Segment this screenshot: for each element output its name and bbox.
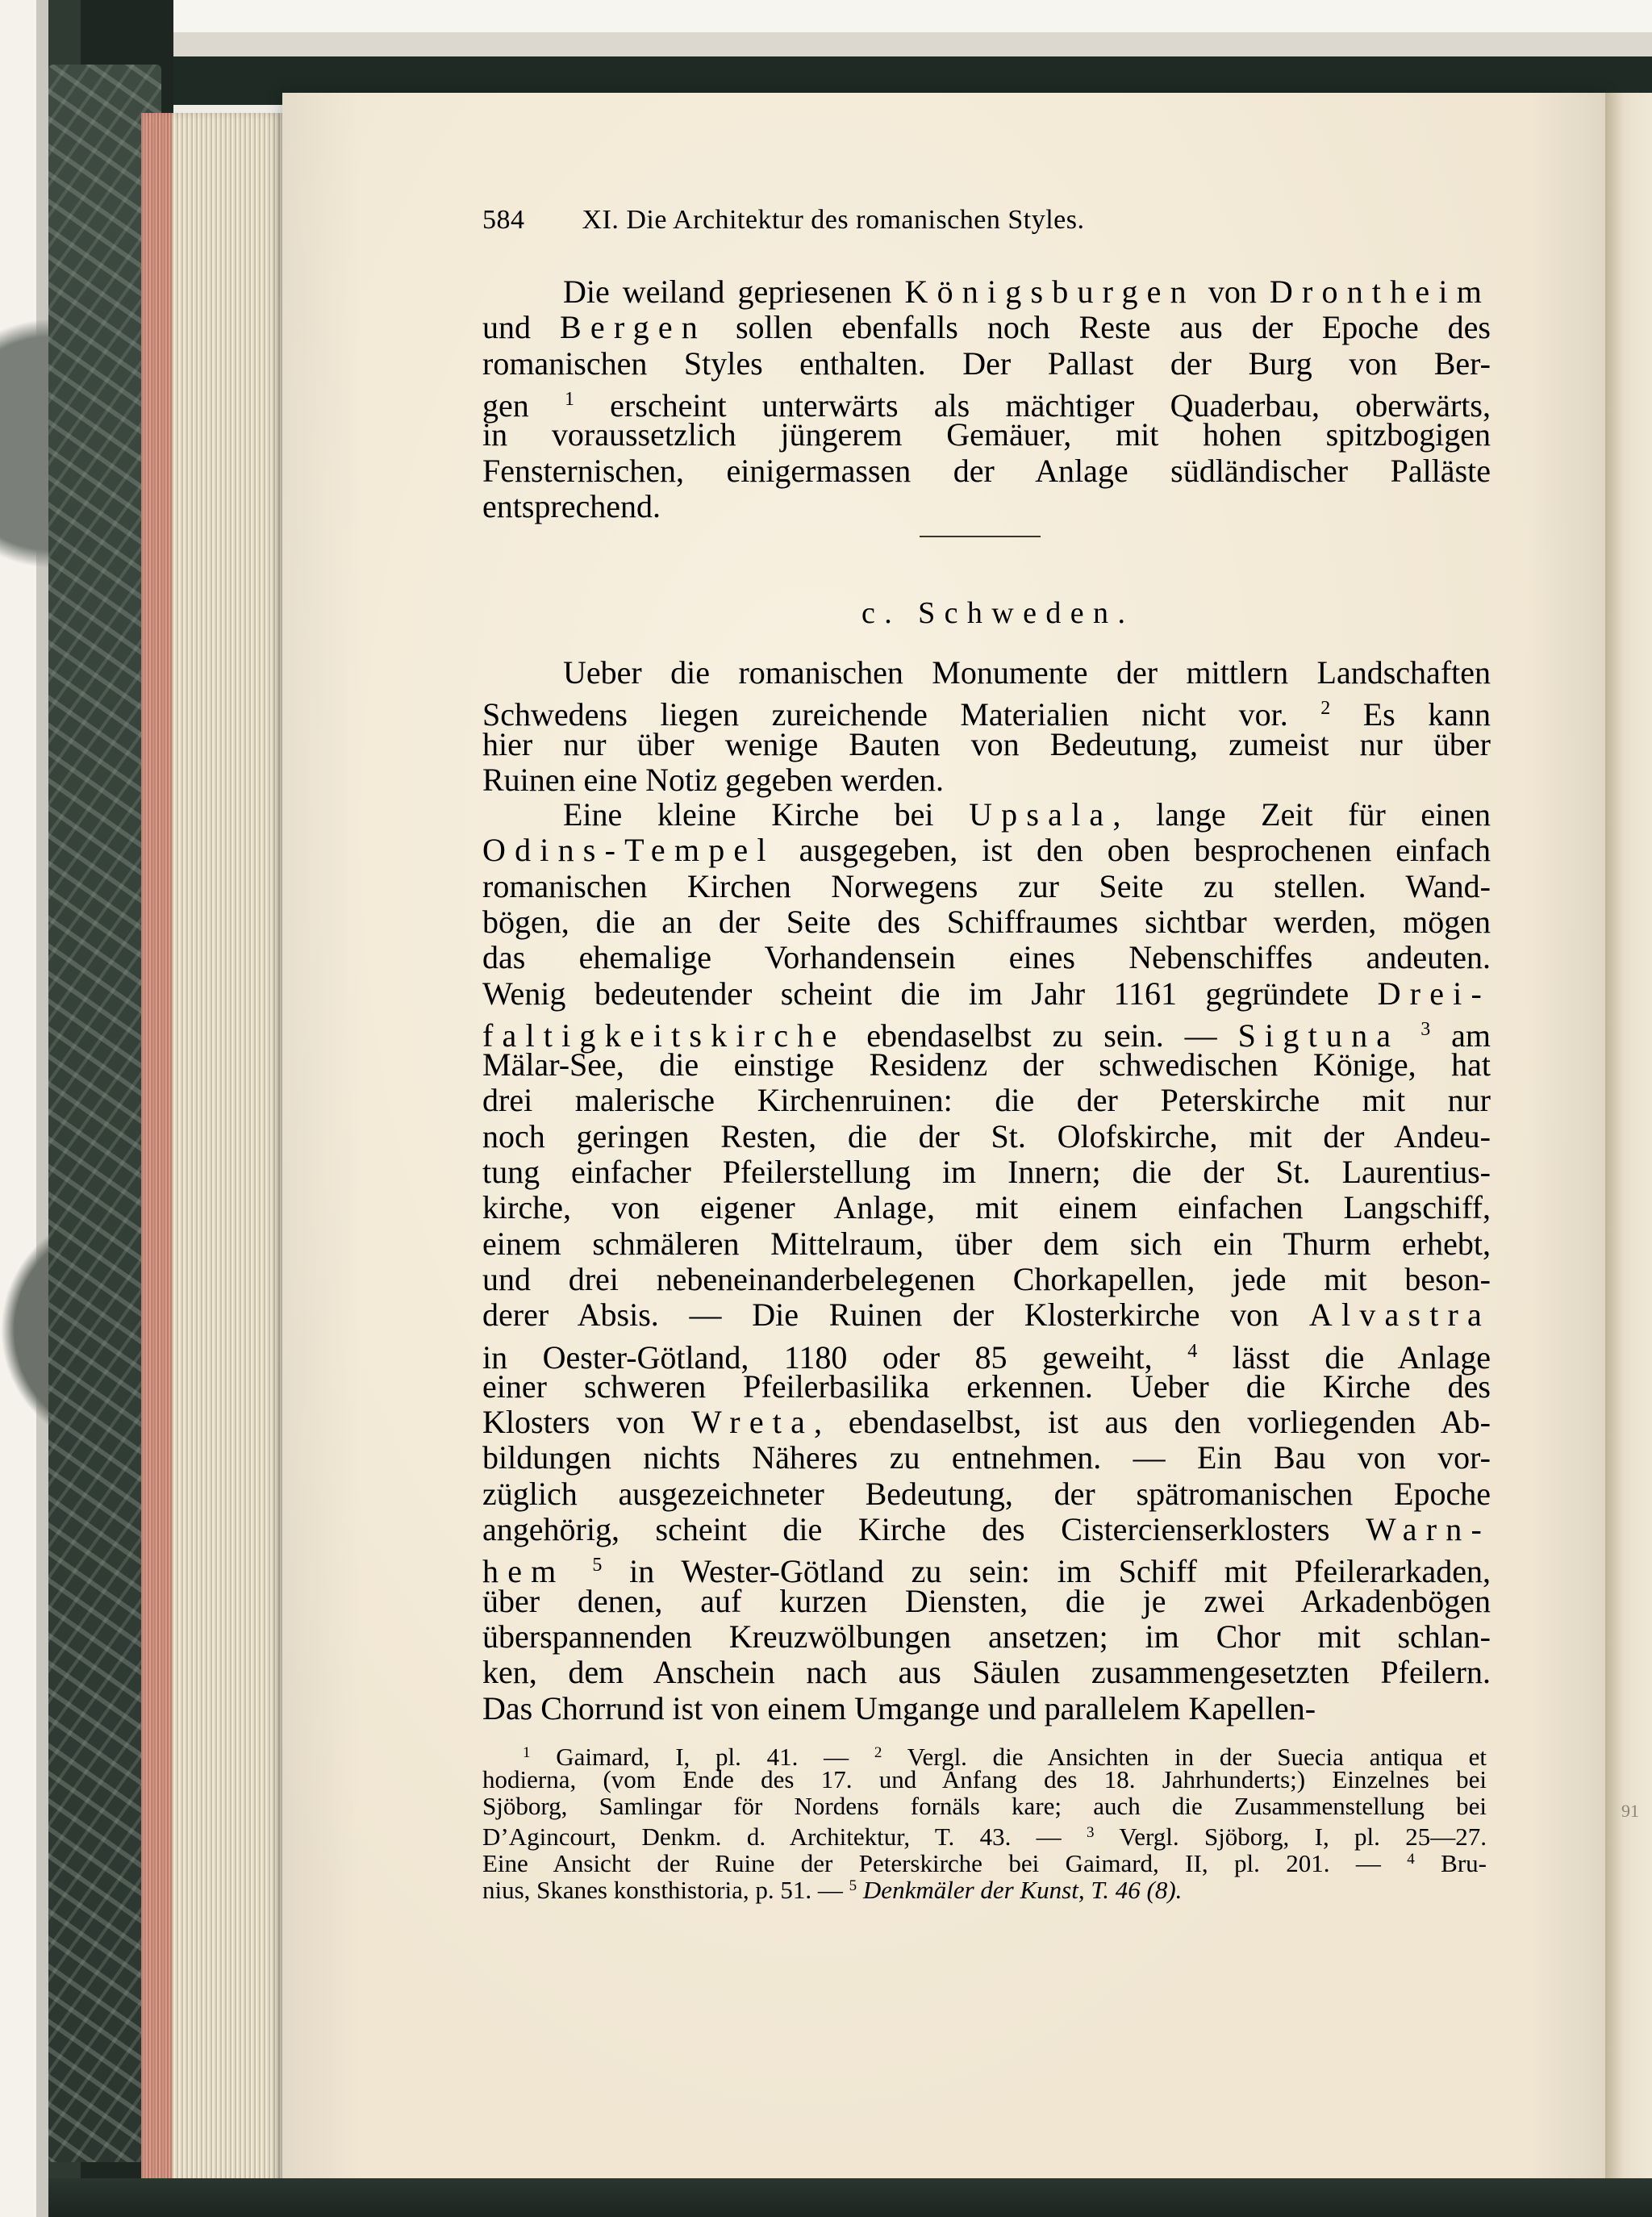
paragraph-line: bögen, die an der Seite des Schiffraumes sichtbar werden, mögen (482, 903, 1491, 940)
footnote-ref: 4 (1407, 1851, 1415, 1868)
paragraph-line: kirche, von eigener Anlage, mit einem einfachen Langschiff, (482, 1189, 1491, 1226)
running-title: XI. Die Architektur des romanischen Styles. (582, 205, 1085, 235)
paragraph-line: hem $^5$ in Wester-Götland zu sein: im Schiff mit Pfeilerarkaden, (482, 1553, 1491, 1590)
spaced-name: hem (482, 1553, 565, 1590)
spaced-name: Odins-Tempel (482, 832, 775, 869)
paragraph-line: Die weiland gepriesenen Königsburgen von Drontheim (563, 273, 1491, 310)
paragraph-line: Wenig bedeutender scheint die im Jahr 1161 gegründete Drei- (482, 975, 1491, 1012)
footnote-ref: 5 (592, 1555, 603, 1576)
spaced-name: Wreta (690, 1404, 815, 1441)
footnote-ref: 2 (874, 1744, 882, 1761)
paragraph-line: einem schmäleren Mittelraum, über dem sich ein Thurm erhebt, (482, 1225, 1491, 1262)
spaced-name: Königsburgen (904, 273, 1195, 310)
paragraph-line: Eine kleine Kirche bei Upsala, lange Zeit für einen (563, 796, 1491, 833)
paragraph-line: in Oester-Götland, 1180 oder 85 geweiht, $^4$ lässt die Anlage (482, 1338, 1491, 1376)
footnote-ref: 5 (849, 1877, 857, 1894)
footnote-ref: 1 (523, 1744, 531, 1761)
paragraph-line: Ueber die romanischen Monumente der mittlern Landschaften (563, 654, 1491, 691)
footnote-ref: 3 (1420, 1018, 1431, 1040)
paragraph-line: einer schweren Pfeilerbasilika erkennen. Ueber die Kirche des (482, 1367, 1491, 1405)
spaced-name: faltigkeitskirche (482, 1017, 846, 1054)
paragraph-line: Das Chorrund ist von einem Umgange und parallelem Kapellen- (482, 1689, 1316, 1726)
paragraph-line: derer Absis. — Die Ruinen der Klosterkirche von Alvastra (482, 1296, 1491, 1334)
paragraph-line: und Bergen sollen ebenfalls noch Reste aus der Epoche des (482, 309, 1491, 346)
footnote-ref: 4 (1187, 1340, 1198, 1362)
paragraph-line: bildungen nichts Näheres zu entnehmen. — Ein Bau von vor- (482, 1439, 1491, 1476)
paragraph-line: angehörig, scheint die Kirche des Cistercienserklosters Warn- (482, 1511, 1491, 1547)
paragraph-line: entsprechend. (482, 487, 661, 524)
paragraph-line: romanischen Kirchen Norwegens zur Seite zu stellen. Wand- (482, 867, 1491, 904)
page-gutter (1605, 93, 1652, 2202)
page-number: 584 (482, 205, 525, 235)
paragraph-line: romanischen Styles enthalten. Der Pallast der Burg von Ber- (482, 344, 1491, 382)
footnote-line: $^1$ Gaimard, I, pl. 41. — $^2$ Vergl. die Ansichten in der Suecia antiqua et (523, 1743, 1487, 1771)
footnote-line: Eine Ansicht der Ruine der Peterskirche bei Gaimard, II, pl. 201. — $^4$ Bru- (482, 1849, 1487, 1877)
footnote-line: hodierna, (vom Ende des 17. und Anfang des 18. Jahrhunderts;) Einzelnes bei (482, 1765, 1487, 1793)
paragraph-line: tung einfacher Pfeilerstellung im Innern; die der St. Laurentius- (482, 1154, 1491, 1190)
spaced-name: Sigtuna (1237, 1017, 1400, 1054)
paragraph-line: noch geringen Resten, die der St. Olofskirche, mit der Andeu- (482, 1117, 1491, 1154)
paragraph-line: hier nur über wenige Bauten von Bedeutung, zumeist nur über (482, 725, 1491, 762)
page-edge-tint (141, 113, 172, 2202)
spaced-name: Drei- (1377, 975, 1491, 1012)
paragraph-line: überspannenden Kreuzwölbungen ansetzen; im Chor mit schlan- (482, 1618, 1491, 1655)
spaced-name: Upsala (969, 796, 1113, 833)
paragraph-line: über denen, auf kurzen Diensten, die je zwei Arkadenbögen (482, 1582, 1491, 1619)
paragraph-line: Schwedens liegen zureichende Materialien nicht vor. $^2$ Es kann (482, 696, 1491, 733)
spaced-name: Warn- (1366, 1511, 1491, 1547)
spaced-name: Drontheim (1269, 273, 1491, 310)
paragraph-line: Klosters von Wreta, ebendaselbst, ist aus den vorliegenden Ab- (482, 1404, 1491, 1441)
paragraph-line: gen $^1$ erscheint unterwärts als mächtiger Quaderbau, oberwärts, (482, 386, 1491, 424)
paragraph-line: Mälar-See, die einstige Residenz der schwedischen Könige, hat (482, 1046, 1491, 1083)
italic-text: Denkmäler der Kunst, T. 46 (8). (862, 1876, 1183, 1904)
paragraph-line: Odins-Tempel ausgegeben, ist den oben besprochenen einfach (482, 832, 1491, 869)
footnote-ref: 3 (1087, 1824, 1095, 1841)
running-header (482, 205, 1289, 236)
paragraph-line: Fensternischen, einigermassen der Anlage südländischer Palläste (482, 452, 1491, 489)
paragraph-line: Ruinen eine Notiz gegeben werden. (482, 761, 945, 798)
paragraph-line: und drei nebeneinanderbelegenen Chorkapellen, jede mit beson- (482, 1260, 1491, 1297)
paragraph-line: in voraussetzlich jüngerem Gemäuer, mit hohen spitzbogigen (482, 416, 1491, 453)
paragraph-line: ken, dem Anschein nach aus Säulen zusammengesetzten Pfeilern. (482, 1654, 1491, 1691)
section-heading: c. Schweden. (861, 596, 1135, 630)
margin-mark: 91 (1621, 1801, 1639, 1821)
paragraph-line: züglich ausgezeichneter Bedeutung, der spätromanischen Epoche (482, 1475, 1491, 1512)
footnote-line: Sjöborg, Samlingar för Nordens fornäls kare; auch die Zusammenstellung bei (482, 1792, 1487, 1820)
book-cover-top (48, 0, 1652, 105)
book-cover-bottom (48, 2178, 1652, 2217)
footnote-ref: 2 (1320, 698, 1331, 720)
paragraph-line: drei malerische Kirchenruinen: die der Peterskirche mit nur (482, 1082, 1491, 1119)
spaced-name: Bergen (559, 309, 707, 346)
paragraph-line: faltigkeitskirche ebendaselbst zu sein. — Sigtuna $^3$ am (482, 1017, 1491, 1054)
paragraph-line: das ehemalige Vorhandensein eines Nebenschiffes andeuten. (482, 939, 1491, 976)
footnote-ref: 1 (564, 388, 574, 410)
footnote-line: D’Agincourt, Denkm. d. Architektur, T. 43. — $^3$ Vergl. Sjöborg, I, pl. 25—27. (482, 1822, 1487, 1851)
footnote-line: nius, Skanes konsthistoria, p. 51. — $^5$ Denkmäler der Kunst, T. 46 (8). (482, 1876, 1183, 1904)
section-divider (920, 536, 1041, 537)
spaced-name: Alvastra (1308, 1296, 1491, 1334)
